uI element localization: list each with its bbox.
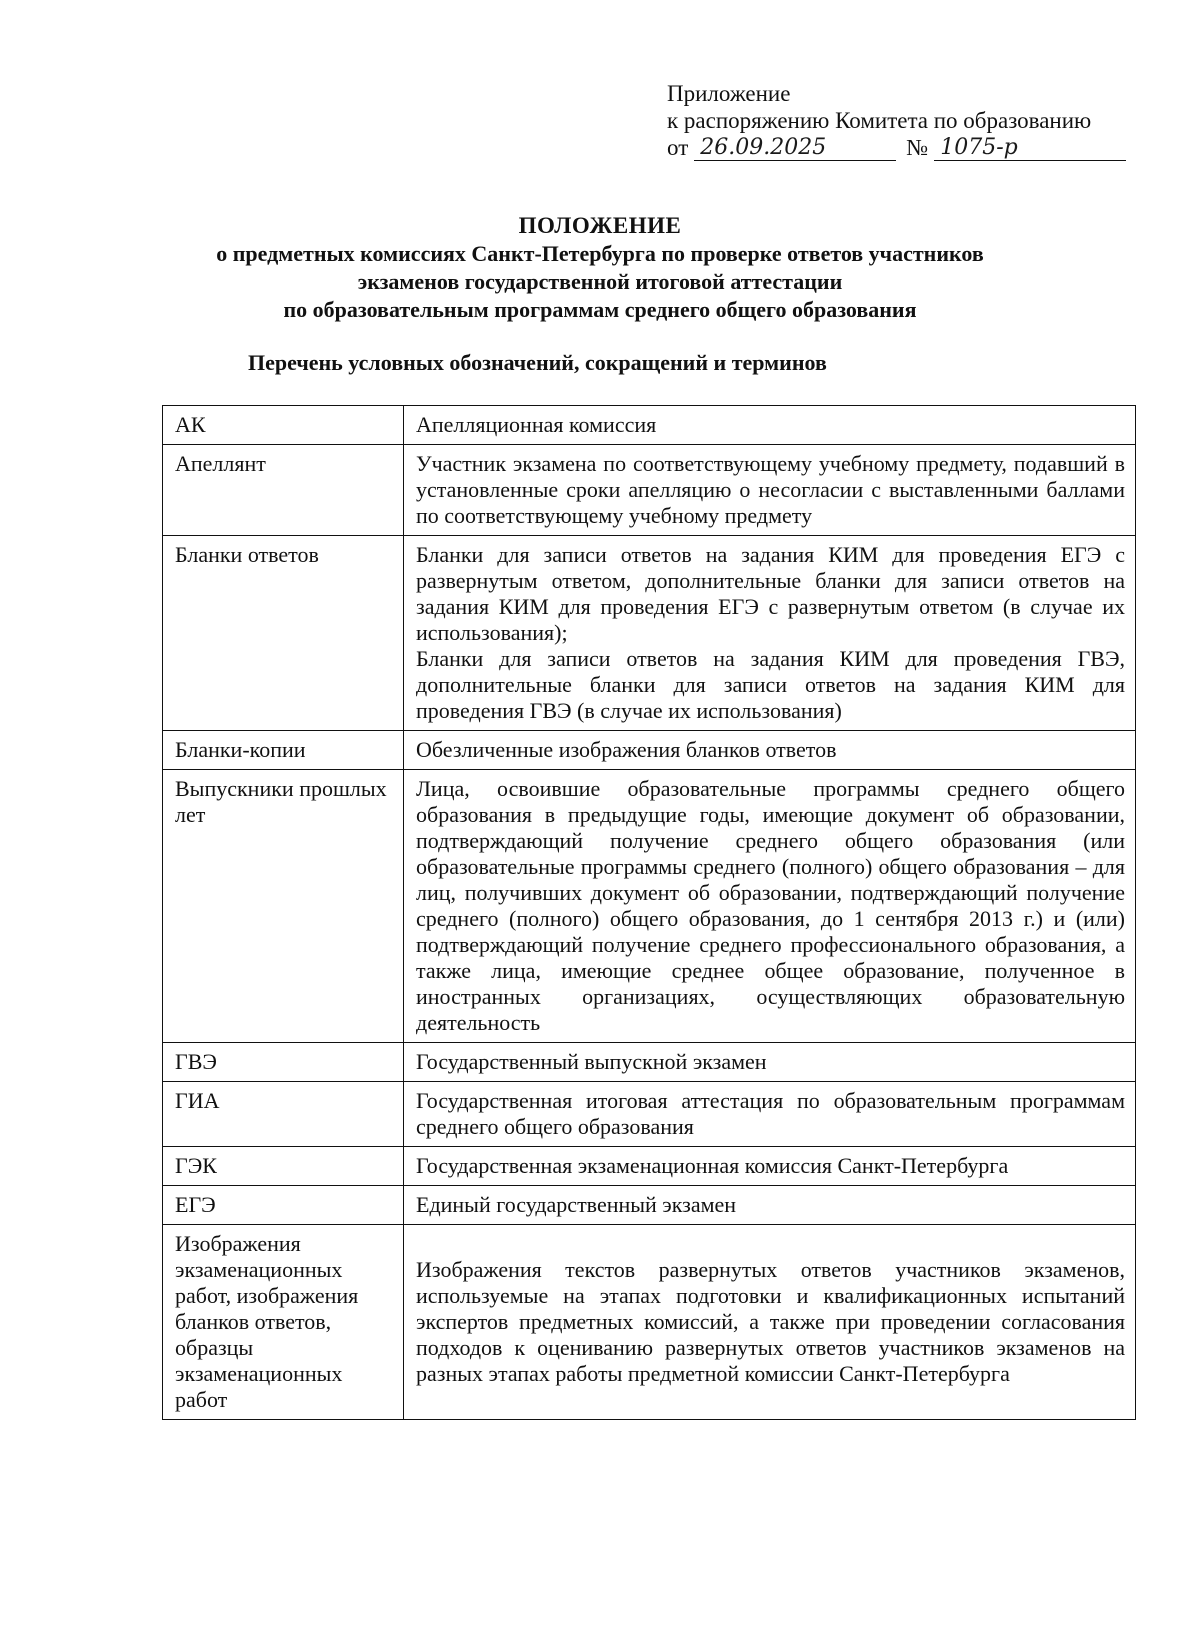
definition-cell xyxy=(404,536,1136,731)
document-title xyxy=(150,212,1050,324)
term-cell: ГВЭ xyxy=(163,1043,404,1082)
term-cell: ЕГЭ xyxy=(163,1186,404,1225)
definition-cell: Обезличенные изображения бланков ответов xyxy=(404,731,1136,770)
definition-cell: Государственная итоговая аттестация по образовательным программам среднего общего образования xyxy=(404,1082,1136,1147)
term-cell: Изображения экзаменационных работ, изображения бланков ответов, образцы экзаменационных работ xyxy=(163,1225,404,1420)
table-row xyxy=(163,445,1136,536)
definition-cell: Апелляционная комиссия xyxy=(404,406,1136,445)
title-line-2: экзаменов государственной итоговой аттестации xyxy=(357,269,843,294)
definition-cell: Лица, освоившие образовательные программы среднего общего образования в предыдущие годы, имеющие документ об образовании, подтверждающий получение среднего общего образования (или образовательные программы среднего (полного) общего образования – для лиц, получивших документ об образовании, подтверждающий получение среднего (полного) общего образования, до 1 сентября 2013 г.) и (или) подтверждающий получение среднего профессионального образования, а также лица, имеющие среднее общее образование, полученное в иностранных организациях, осуществляющих образовательную деятельность xyxy=(404,770,1136,1043)
handwritten-number: 1075-р xyxy=(934,136,1126,161)
definition-cell: Изображения текстов развернутых ответов участников экзаменов, используемые на этапах подготовки и квалификационных испытаний экспертов предметных комиссий, а также при проведении согласования подходов к оцениванию развернутых ответов участников экзаменов на разных этапах работы предметной комиссии Санкт-Петербурга xyxy=(404,1225,1136,1420)
terms-table xyxy=(162,405,1136,1420)
section-heading: Перечень условных обозначений, сокращений и терминов xyxy=(248,350,827,375)
handwritten-date: 26.09.2025 xyxy=(694,136,896,161)
appendix-order-reference: к распоряжению Комитета по образованию xyxy=(667,108,1092,133)
definition-cell: Государственная экзаменационная комиссия Санкт-Петербурга xyxy=(404,1147,1136,1186)
appendix-date-number-row xyxy=(667,134,1137,161)
term-cell: Апеллянт xyxy=(163,445,404,536)
term-cell: ГИА xyxy=(163,1082,404,1147)
table-row xyxy=(163,770,1136,1043)
title-line-1: о предметных комиссиях Санкт-Петербурга по проверке ответов участников xyxy=(216,241,984,266)
table-row xyxy=(163,731,1136,770)
term-cell: Выпускники прошлых лет xyxy=(163,770,404,1043)
table-row xyxy=(163,1186,1136,1225)
table-row xyxy=(163,1225,1136,1420)
definition-cell: Государственный выпускной экзамен xyxy=(404,1043,1136,1082)
date-prefix: от xyxy=(667,135,689,160)
appendix-reference xyxy=(667,80,1137,161)
definition-paragraph: Бланки для записи ответов на задания КИМ для проведения ЕГЭ с развернутым ответом, дополнительные бланки для записи ответов на задания КИМ для проведения ЕГЭ с развернутым ответом (в случае их использования); xyxy=(416,542,1125,645)
number-sign: № xyxy=(906,135,929,160)
table-row xyxy=(163,1147,1136,1186)
table-row xyxy=(163,1082,1136,1147)
appendix-label: Приложение xyxy=(667,81,791,106)
table-row xyxy=(163,406,1136,445)
term-cell: АК xyxy=(163,406,404,445)
term-cell: ГЭК xyxy=(163,1147,404,1186)
title-line-3: по образовательным программам среднего общего образования xyxy=(283,297,917,322)
term-cell: Бланки-копии xyxy=(163,731,404,770)
title-main: ПОЛОЖЕНИЕ xyxy=(518,213,682,238)
table-row xyxy=(163,536,1136,731)
definition-cell: Участник экзамена по соответствующему учебному предмету, подавший в установленные сроки апелляцию о несогласии с выставленными баллами по соответствующему учебному предмету xyxy=(404,445,1136,536)
term-cell: Бланки ответов xyxy=(163,536,404,731)
definition-cell: Единый государственный экзамен xyxy=(404,1186,1136,1225)
table-row xyxy=(163,1043,1136,1082)
definition-paragraph: Бланки для записи ответов на задания КИМ для проведения ГВЭ, дополнительные бланки для записи ответов на задания КИМ для проведения ГВЭ (в случае их использования) xyxy=(416,646,1125,723)
